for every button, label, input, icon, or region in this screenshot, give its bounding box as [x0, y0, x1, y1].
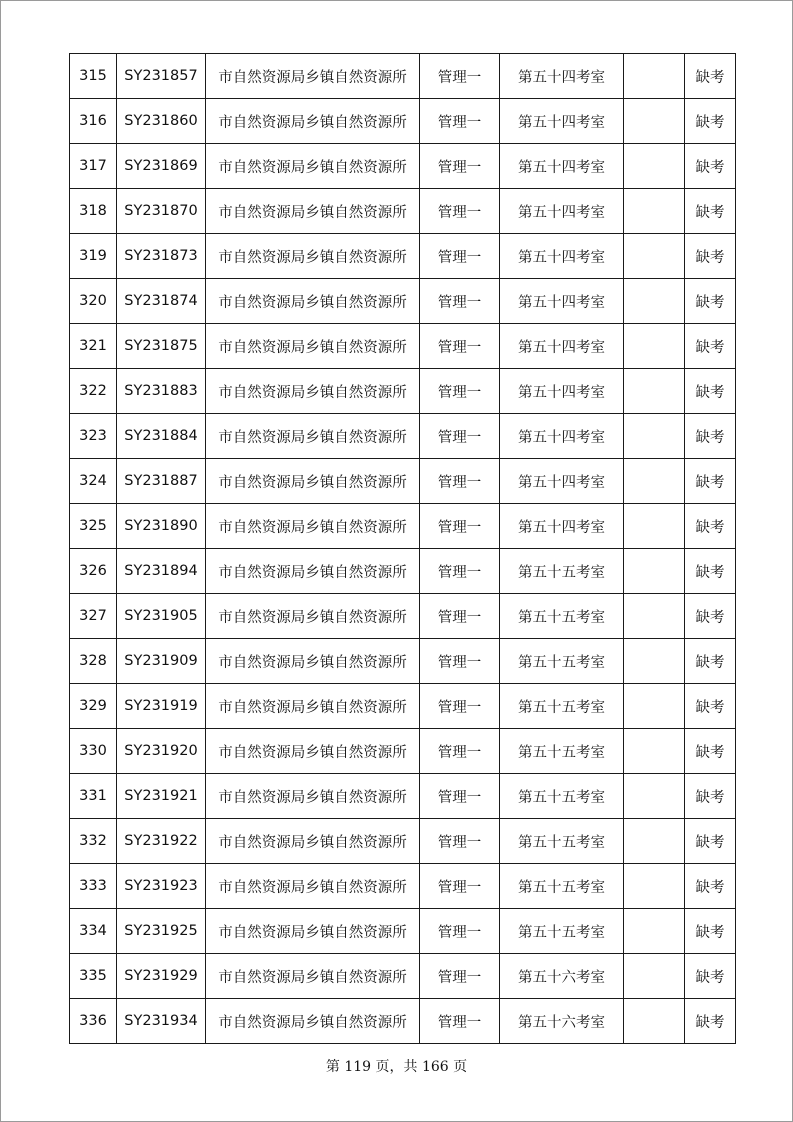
unit-cell: 市自然资源局乡镇自然资源所: [206, 54, 420, 99]
table-row: [70, 549, 736, 594]
exam-room-cell: 第五十五考室: [500, 594, 624, 639]
candidate-id-cell: SY231929: [117, 954, 206, 999]
table-row: [70, 594, 736, 639]
row-number-cell: 336: [70, 999, 117, 1044]
status-cell: 缺考: [685, 414, 736, 459]
table-row: [70, 324, 736, 369]
table-row: [70, 909, 736, 954]
results-table: [69, 53, 736, 1044]
exam-room-cell: 第五十五考室: [500, 819, 624, 864]
post-cell: 管理一: [420, 144, 500, 189]
score-cell: [624, 369, 685, 414]
row-number-cell: 334: [70, 909, 117, 954]
status-cell: 缺考: [685, 324, 736, 369]
score-cell: [624, 954, 685, 999]
table-row: [70, 999, 736, 1044]
exam-room-cell: 第五十五考室: [500, 639, 624, 684]
status-cell: 缺考: [685, 99, 736, 144]
unit-cell: 市自然资源局乡镇自然资源所: [206, 549, 420, 594]
post-cell: 管理一: [420, 594, 500, 639]
table-row: [70, 729, 736, 774]
post-cell: 管理一: [420, 504, 500, 549]
row-number-cell: 330: [70, 729, 117, 774]
score-cell: [624, 189, 685, 234]
post-cell: 管理一: [420, 99, 500, 144]
post-cell: 管理一: [420, 774, 500, 819]
score-cell: [624, 234, 685, 279]
table-row: [70, 684, 736, 729]
status-cell: 缺考: [685, 234, 736, 279]
unit-cell: 市自然资源局乡镇自然资源所: [206, 414, 420, 459]
score-cell: [624, 504, 685, 549]
exam-room-cell: 第五十五考室: [500, 909, 624, 954]
row-number-cell: 317: [70, 144, 117, 189]
candidate-id-cell: SY231869: [117, 144, 206, 189]
candidate-id-cell: SY231909: [117, 639, 206, 684]
table-row: [70, 864, 736, 909]
candidate-id-cell: SY231860: [117, 99, 206, 144]
unit-cell: 市自然资源局乡镇自然资源所: [206, 189, 420, 234]
unit-cell: 市自然资源局乡镇自然资源所: [206, 459, 420, 504]
row-number-cell: 321: [70, 324, 117, 369]
unit-cell: 市自然资源局乡镇自然资源所: [206, 639, 420, 684]
score-cell: [624, 639, 685, 684]
candidate-id-cell: SY231923: [117, 864, 206, 909]
candidate-id-cell: SY231905: [117, 594, 206, 639]
candidate-id-cell: SY231890: [117, 504, 206, 549]
row-number-cell: 318: [70, 189, 117, 234]
table-row: [70, 234, 736, 279]
score-cell: [624, 144, 685, 189]
post-cell: 管理一: [420, 729, 500, 774]
score-cell: [624, 594, 685, 639]
exam-room-cell: 第五十四考室: [500, 324, 624, 369]
exam-room-cell: 第五十五考室: [500, 729, 624, 774]
row-number-cell: 325: [70, 504, 117, 549]
candidate-id-cell: SY231874: [117, 279, 206, 324]
table-row: [70, 369, 736, 414]
post-cell: 管理一: [420, 639, 500, 684]
unit-cell: 市自然资源局乡镇自然资源所: [206, 684, 420, 729]
post-cell: 管理一: [420, 549, 500, 594]
status-cell: 缺考: [685, 864, 736, 909]
row-number-cell: 324: [70, 459, 117, 504]
row-number-cell: 315: [70, 54, 117, 99]
exam-room-cell: 第五十四考室: [500, 369, 624, 414]
candidate-id-cell: SY231884: [117, 414, 206, 459]
unit-cell: 市自然资源局乡镇自然资源所: [206, 999, 420, 1044]
status-cell: 缺考: [685, 144, 736, 189]
status-cell: 缺考: [685, 504, 736, 549]
table-row: [70, 414, 736, 459]
candidate-id-cell: SY231922: [117, 819, 206, 864]
unit-cell: 市自然资源局乡镇自然资源所: [206, 279, 420, 324]
score-cell: [624, 99, 685, 144]
status-cell: 缺考: [685, 639, 736, 684]
exam-room-cell: 第五十四考室: [500, 189, 624, 234]
unit-cell: 市自然资源局乡镇自然资源所: [206, 324, 420, 369]
unit-cell: 市自然资源局乡镇自然资源所: [206, 504, 420, 549]
candidate-id-cell: SY231875: [117, 324, 206, 369]
page-footer: 第 119 页，共 166 页: [325, 1059, 468, 1075]
post-cell: 管理一: [420, 54, 500, 99]
unit-cell: 市自然资源局乡镇自然资源所: [206, 954, 420, 999]
table-row: [70, 504, 736, 549]
exam-room-cell: 第五十四考室: [500, 54, 624, 99]
table-row: [70, 144, 736, 189]
table-row: [70, 189, 736, 234]
post-cell: 管理一: [420, 414, 500, 459]
exam-room-cell: 第五十五考室: [500, 549, 624, 594]
unit-cell: 市自然资源局乡镇自然资源所: [206, 864, 420, 909]
row-number-cell: 326: [70, 549, 117, 594]
table-row: [70, 819, 736, 864]
row-number-cell: 332: [70, 819, 117, 864]
status-cell: 缺考: [685, 999, 736, 1044]
post-cell: 管理一: [420, 684, 500, 729]
row-number-cell: 333: [70, 864, 117, 909]
status-cell: 缺考: [685, 279, 736, 324]
score-cell: [624, 279, 685, 324]
score-cell: [624, 864, 685, 909]
row-number-cell: 331: [70, 774, 117, 819]
score-cell: [624, 729, 685, 774]
score-cell: [624, 909, 685, 954]
exam-room-cell: 第五十四考室: [500, 504, 624, 549]
unit-cell: 市自然资源局乡镇自然资源所: [206, 99, 420, 144]
candidate-id-cell: SY231887: [117, 459, 206, 504]
score-cell: [624, 774, 685, 819]
table-row: [70, 774, 736, 819]
status-cell: 缺考: [685, 729, 736, 774]
table-row: [70, 459, 736, 504]
status-cell: 缺考: [685, 54, 736, 99]
table-row: [70, 99, 736, 144]
post-cell: 管理一: [420, 279, 500, 324]
exam-room-cell: 第五十五考室: [500, 864, 624, 909]
status-cell: 缺考: [685, 189, 736, 234]
post-cell: 管理一: [420, 459, 500, 504]
unit-cell: 市自然资源局乡镇自然资源所: [206, 729, 420, 774]
exam-room-cell: 第五十六考室: [500, 954, 624, 999]
status-cell: 缺考: [685, 684, 736, 729]
candidate-id-cell: SY231920: [117, 729, 206, 774]
table-row: [70, 54, 736, 99]
unit-cell: 市自然资源局乡镇自然资源所: [206, 594, 420, 639]
exam-room-cell: 第五十四考室: [500, 414, 624, 459]
unit-cell: 市自然资源局乡镇自然资源所: [206, 909, 420, 954]
exam-room-cell: 第五十四考室: [500, 279, 624, 324]
exam-room-cell: 第五十六考室: [500, 999, 624, 1044]
row-number-cell: 316: [70, 99, 117, 144]
candidate-id-cell: SY231857: [117, 54, 206, 99]
status-cell: 缺考: [685, 819, 736, 864]
post-cell: 管理一: [420, 954, 500, 999]
score-cell: [624, 549, 685, 594]
status-cell: 缺考: [685, 369, 736, 414]
exam-room-cell: 第五十四考室: [500, 144, 624, 189]
post-cell: 管理一: [420, 189, 500, 234]
exam-room-cell: 第五十五考室: [500, 774, 624, 819]
exam-room-cell: 第五十四考室: [500, 234, 624, 279]
post-cell: 管理一: [420, 324, 500, 369]
table-body: [70, 54, 736, 1044]
status-cell: 缺考: [685, 774, 736, 819]
candidate-id-cell: SY231873: [117, 234, 206, 279]
post-cell: 管理一: [420, 909, 500, 954]
post-cell: 管理一: [420, 864, 500, 909]
status-cell: 缺考: [685, 909, 736, 954]
row-number-cell: 329: [70, 684, 117, 729]
table-row: [70, 639, 736, 684]
candidate-id-cell: SY231894: [117, 549, 206, 594]
post-cell: 管理一: [420, 369, 500, 414]
exam-room-cell: 第五十四考室: [500, 99, 624, 144]
exam-room-cell: 第五十五考室: [500, 684, 624, 729]
row-number-cell: 335: [70, 954, 117, 999]
post-cell: 管理一: [420, 999, 500, 1044]
row-number-cell: 323: [70, 414, 117, 459]
score-cell: [624, 684, 685, 729]
status-cell: 缺考: [685, 459, 736, 504]
unit-cell: 市自然资源局乡镇自然资源所: [206, 234, 420, 279]
score-cell: [624, 324, 685, 369]
post-cell: 管理一: [420, 819, 500, 864]
candidate-id-cell: SY231919: [117, 684, 206, 729]
status-cell: 缺考: [685, 549, 736, 594]
unit-cell: 市自然资源局乡镇自然资源所: [206, 774, 420, 819]
candidate-id-cell: SY231925: [117, 909, 206, 954]
status-cell: 缺考: [685, 594, 736, 639]
row-number-cell: 319: [70, 234, 117, 279]
score-cell: [624, 414, 685, 459]
table-row: [70, 279, 736, 324]
score-cell: [624, 54, 685, 99]
row-number-cell: 327: [70, 594, 117, 639]
candidate-id-cell: SY231934: [117, 999, 206, 1044]
status-cell: 缺考: [685, 954, 736, 999]
score-cell: [624, 459, 685, 504]
score-cell: [624, 819, 685, 864]
candidate-id-cell: SY231921: [117, 774, 206, 819]
post-cell: 管理一: [420, 234, 500, 279]
row-number-cell: 328: [70, 639, 117, 684]
exam-room-cell: 第五十四考室: [500, 459, 624, 504]
row-number-cell: 320: [70, 279, 117, 324]
unit-cell: 市自然资源局乡镇自然资源所: [206, 819, 420, 864]
row-number-cell: 322: [70, 369, 117, 414]
score-cell: [624, 999, 685, 1044]
candidate-id-cell: SY231883: [117, 369, 206, 414]
table-row: [70, 954, 736, 999]
unit-cell: 市自然资源局乡镇自然资源所: [206, 369, 420, 414]
candidate-id-cell: SY231870: [117, 189, 206, 234]
unit-cell: 市自然资源局乡镇自然资源所: [206, 144, 420, 189]
